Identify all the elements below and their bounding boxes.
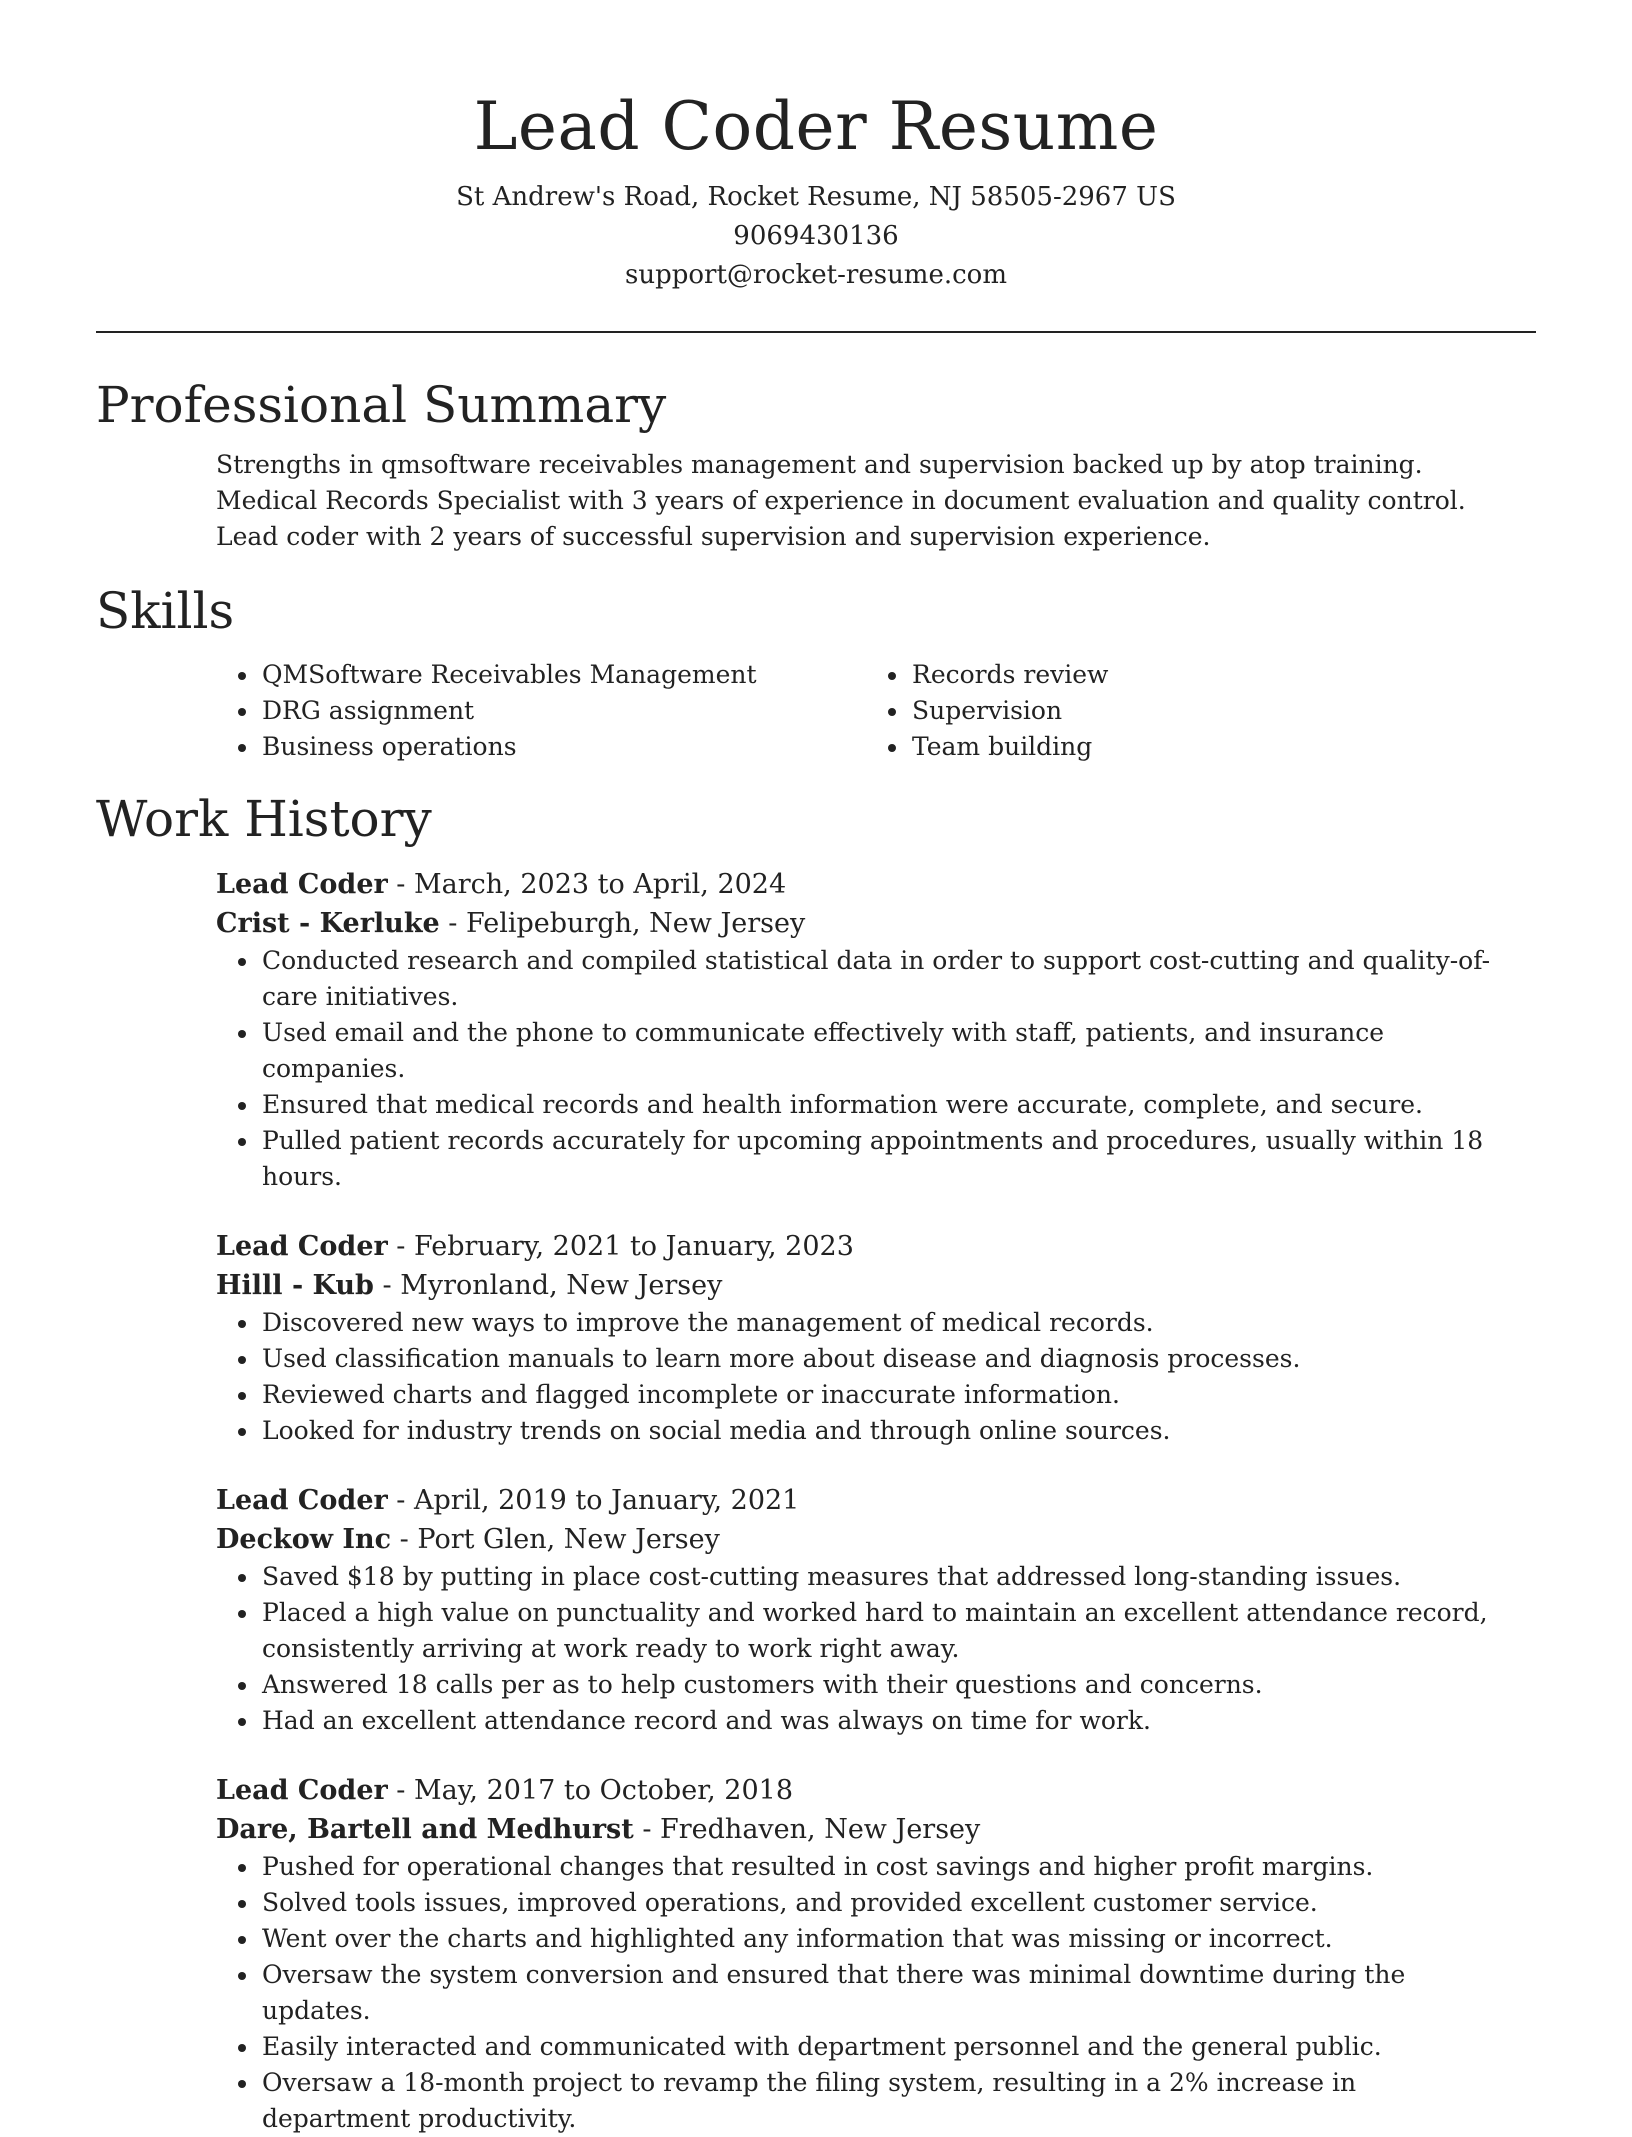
job-bullets (216, 943, 1504, 1195)
skill-item: • DRG assignment (260, 693, 866, 729)
job-dates: - March, 2023 to April, 2024 (387, 869, 787, 900)
job-entry (216, 865, 1504, 1195)
skill-item: • Team building (910, 729, 1516, 765)
job-bullet: • Solved tools issues, improved operations, and provided excellent customer service. (260, 1885, 1504, 1921)
skills-heading: Skills (96, 582, 235, 640)
skills-column-right (866, 657, 1516, 765)
job-company-line (216, 1810, 1504, 1849)
job-location: - Fredhaven, New Jersey (633, 1814, 981, 1845)
skills-list-left (216, 657, 866, 765)
skills-column-left (216, 657, 866, 765)
contact-address: St Andrew's Road, Rocket Resume, NJ 58505-2967 US (456, 182, 1176, 212)
resume-header (96, 0, 1536, 295)
job-location: - Myronland, New Jersey (373, 1270, 723, 1301)
contact-info (96, 178, 1536, 295)
job-bullet: • Looked for industry trends on social media and through online sources. (260, 1413, 1504, 1449)
skills-list-right (866, 657, 1516, 765)
job-bullet: • Used classification manuals to learn more about disease and diagnosis processes. (260, 1341, 1504, 1377)
job-bullets (216, 1559, 1504, 1739)
job-bullet: • Ensured that medical records and health information were accurate, complete, and secure. (260, 1087, 1504, 1123)
job-bullet: • Answered 18 calls per as to help customers with their questions and concerns. (260, 1667, 1504, 1703)
job-bullet: • Reviewed charts and flagged incomplete or inaccurate information. (260, 1377, 1504, 1413)
job-title: Lead Coder (216, 1485, 388, 1516)
job-company: Crist - Kerluke (216, 908, 440, 939)
job-title-line (216, 865, 1504, 904)
job-entry (216, 1227, 1504, 1449)
job-entry (216, 1771, 1504, 2137)
resume-page (96, 0, 1536, 2137)
job-title-line (216, 1771, 1504, 1810)
job-location: - Felipeburgh, New Jersey (439, 908, 806, 939)
job-bullet: • Oversaw the system conversion and ensured that there was minimal downtime during the updates. (260, 1957, 1504, 2029)
job-title-line (216, 1481, 1504, 1520)
job-bullet: • Went over the charts and highlighted any information that was missing or incorrect. (260, 1921, 1504, 1957)
job-bullet: • Pulled patient records accurately for upcoming appointments and procedures, usually within 18 hours. (260, 1123, 1504, 1195)
skill-item: • QMSoftware Receivables Management (260, 657, 866, 693)
contact-email: support@rocket-resume.com (624, 260, 1007, 290)
skill-item: • Records review (910, 657, 1516, 693)
job-company: Deckow Inc (216, 1524, 392, 1555)
job-bullet: • Oversaw a 18-month project to revamp the filing system, resulting in a 2% increase in department productivity. (260, 2065, 1504, 2137)
job-bullet: • Easily interacted and communicated with department personnel and the general public. (260, 2029, 1504, 2065)
job-title: Lead Coder (216, 869, 388, 900)
job-bullet: • Used email and the phone to communicate effectively with staff, patients, and insurance companies. (260, 1015, 1504, 1087)
summary-text: Strengths in qmsoftware receivables management and supervision backed up by atop training. Medical Records Specialist with 3 years of experience in document evaluation and quality control. Lead coder with 2 years of successful supervision and supervision experience. (216, 450, 1466, 551)
job-title: Lead Coder (216, 1231, 388, 1262)
job-location: - Port Glen, New Jersey (391, 1524, 720, 1555)
skills-section (96, 581, 1536, 765)
job-bullet: • Saved $18 by putting in place cost-cutting measures that addressed long-standing issues. (260, 1559, 1504, 1595)
job-dates: - February, 2021 to January, 2023 (387, 1231, 854, 1262)
job-bullet: • Discovered new ways to improve the management of medical records. (260, 1305, 1504, 1341)
header-divider (96, 331, 1536, 333)
job-bullets (216, 1305, 1504, 1449)
job-entry (216, 1481, 1504, 1739)
skill-item: • Supervision (910, 693, 1516, 729)
job-company: Hilll - Kub (216, 1270, 374, 1301)
job-bullet: • Pushed for operational changes that resulted in cost savings and higher profit margins. (260, 1849, 1504, 1885)
skills-grid (216, 657, 1536, 765)
summary-section (96, 375, 1536, 555)
job-bullet: • Had an excellent attendance record and was always on time for work. (260, 1703, 1504, 1739)
job-company-line (216, 904, 1504, 943)
summary-heading: Professional Summary (96, 376, 667, 434)
job-dates: - April, 2019 to January, 2021 (387, 1485, 800, 1516)
job-title-line (216, 1227, 1504, 1266)
job-company: Dare, Bartell and Medhurst (216, 1814, 634, 1845)
skill-item: • Business operations (260, 729, 866, 765)
job-bullet: • Conducted research and compiled statistical data in order to support cost-cutting and quality-of-care initiatives. (260, 943, 1504, 1015)
contact-phone: 9069430136 (733, 221, 899, 251)
job-company-line (216, 1266, 1504, 1305)
work-history-section (96, 789, 1536, 2137)
job-title: Lead Coder (216, 1775, 388, 1806)
work-history-heading: Work History (96, 790, 432, 848)
job-bullet: • Placed a high value on punctuality and worked hard to maintain an excellent attendance record, consistently arriving at work ready to work right away. (260, 1595, 1504, 1667)
resume-title: Lead Coder Resume (473, 88, 1159, 165)
job-dates: - May, 2017 to October, 2018 (387, 1775, 794, 1806)
job-bullets (216, 1849, 1504, 2137)
job-company-line (216, 1520, 1504, 1559)
